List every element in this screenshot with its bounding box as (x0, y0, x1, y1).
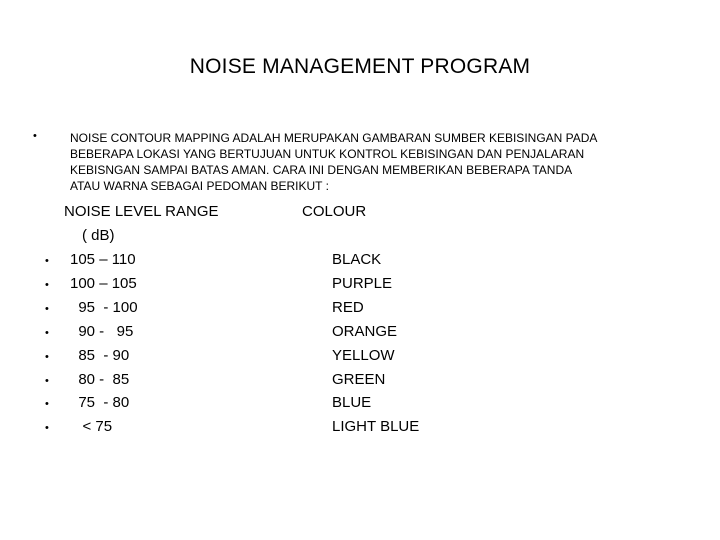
bullet-icon: • (33, 130, 37, 142)
colour-value: PURPLE (332, 275, 393, 292)
bullet-icon: • (45, 327, 49, 339)
range-value: 95 - 100 (70, 299, 138, 316)
bullet-icon: • (45, 351, 49, 363)
colour-value: ORANGE (332, 323, 398, 340)
noise-level-header: NOISE LEVEL RANGE (64, 203, 219, 220)
colour-value: BLACK (332, 251, 382, 268)
range-value: 80 - 85 (70, 371, 130, 388)
colour-value: YELLOW (332, 347, 395, 364)
range-value: 85 - 90 (70, 347, 130, 364)
intro-line: BEBERAPA LOKASI YANG BERTUJUAN UNTUK KONTROL KEBISINGAN DAN PENJALARAN (70, 147, 585, 161)
range-value: 100 – 105 (70, 275, 137, 292)
colour-value: LIGHT BLUE (332, 418, 420, 435)
bullet-icon: • (45, 422, 49, 434)
range-value: 75 - 80 (70, 394, 130, 411)
range-value: < 75 (70, 418, 113, 435)
intro-paragraph (70, 130, 680, 194)
intro-line: KEBISNGAN SAMPAI BATAS AMAN. CARA INI DENGAN MEMBERIKAN BEBERAPA TANDA (70, 163, 573, 177)
unit-label: ( dB) (82, 227, 115, 244)
bullet-icon: • (45, 398, 49, 410)
colour-value: RED (332, 299, 364, 316)
range-value: 105 – 110 (70, 251, 136, 268)
intro-line: NOISE CONTOUR MAPPING ADALAH MERUPAKAN GAMBARAN SUMBER KEBISINGAN PADA (70, 131, 598, 145)
colour-value: GREEN (332, 371, 386, 388)
bullet-icon: • (45, 255, 49, 267)
intro-line: ATAU WARNA SEBAGAI PEDOMAN BERIKUT : (70, 179, 329, 193)
colour-value: BLUE (332, 394, 372, 411)
bullet-icon: • (45, 279, 49, 291)
bullet-icon: • (45, 375, 49, 387)
bullet-icon: • (45, 303, 49, 315)
range-value: 90 - 95 (70, 323, 134, 340)
slide-title: NOISE MANAGEMENT PROGRAM (189, 55, 531, 78)
colour-header: COLOUR (302, 203, 367, 220)
